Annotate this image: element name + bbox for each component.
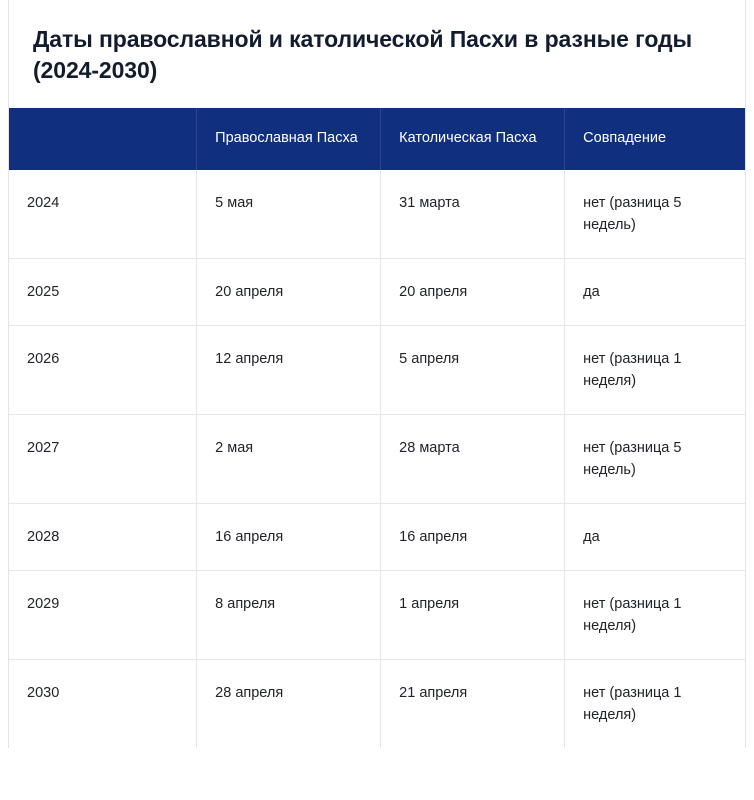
cell-year: 2027 [9,415,197,504]
cell-match: нет (разница 5 недель) [565,170,745,259]
cell-match: да [565,259,745,326]
cell-catholic: 1 апреля [381,571,565,660]
column-header-catholic: Католическая Пасха [381,108,565,170]
cell-orthodox: 20 апреля [197,259,381,326]
cell-year: 2024 [9,170,197,259]
cell-match: нет (разница 5 недель) [565,415,745,504]
cell-year: 2029 [9,571,197,660]
cell-catholic: 28 марта [381,415,565,504]
column-header-match: Совпадение [565,108,745,170]
table-row [9,660,745,749]
table-header [9,108,745,170]
cell-orthodox: 28 апреля [197,660,381,749]
table-body [9,170,745,748]
cell-catholic: 16 апреля [381,504,565,571]
column-header-year [9,108,197,170]
table-row [9,170,745,259]
cell-orthodox: 12 апреля [197,326,381,415]
cell-catholic: 21 апреля [381,660,565,749]
page-title: Даты православной и католической Пасхи в разные годы (2024-2030) [33,26,693,83]
cell-orthodox: 16 апреля [197,504,381,571]
cell-orthodox: 2 мая [197,415,381,504]
table-row [9,415,745,504]
table-row [9,571,745,660]
cell-year: 2025 [9,259,197,326]
cell-orthodox: 8 апреля [197,571,381,660]
table-row [9,259,745,326]
cell-match: нет (разница 1 неделя) [583,685,682,723]
easter-dates-table [9,108,745,748]
cell-year: 2026 [9,326,197,415]
title-section [9,0,745,108]
table-header-row [9,108,745,170]
cell-match: да [565,504,745,571]
column-header-orthodox: Православная Пасха [197,108,381,170]
cell-catholic: 20 апреля [381,259,565,326]
table-row [9,326,745,415]
content-card [8,0,746,748]
cell-catholic: 5 апреля [381,326,565,415]
cell-catholic: 31 марта [381,170,565,259]
cell-match: нет (разница 1 неделя) [565,571,745,660]
table-row [9,504,745,571]
cell-year: 2028 [9,504,197,571]
cell-orthodox: 5 мая [197,170,381,259]
cell-year: 2030 [9,660,197,749]
cell-match: нет (разница 1 неделя) [565,326,745,415]
